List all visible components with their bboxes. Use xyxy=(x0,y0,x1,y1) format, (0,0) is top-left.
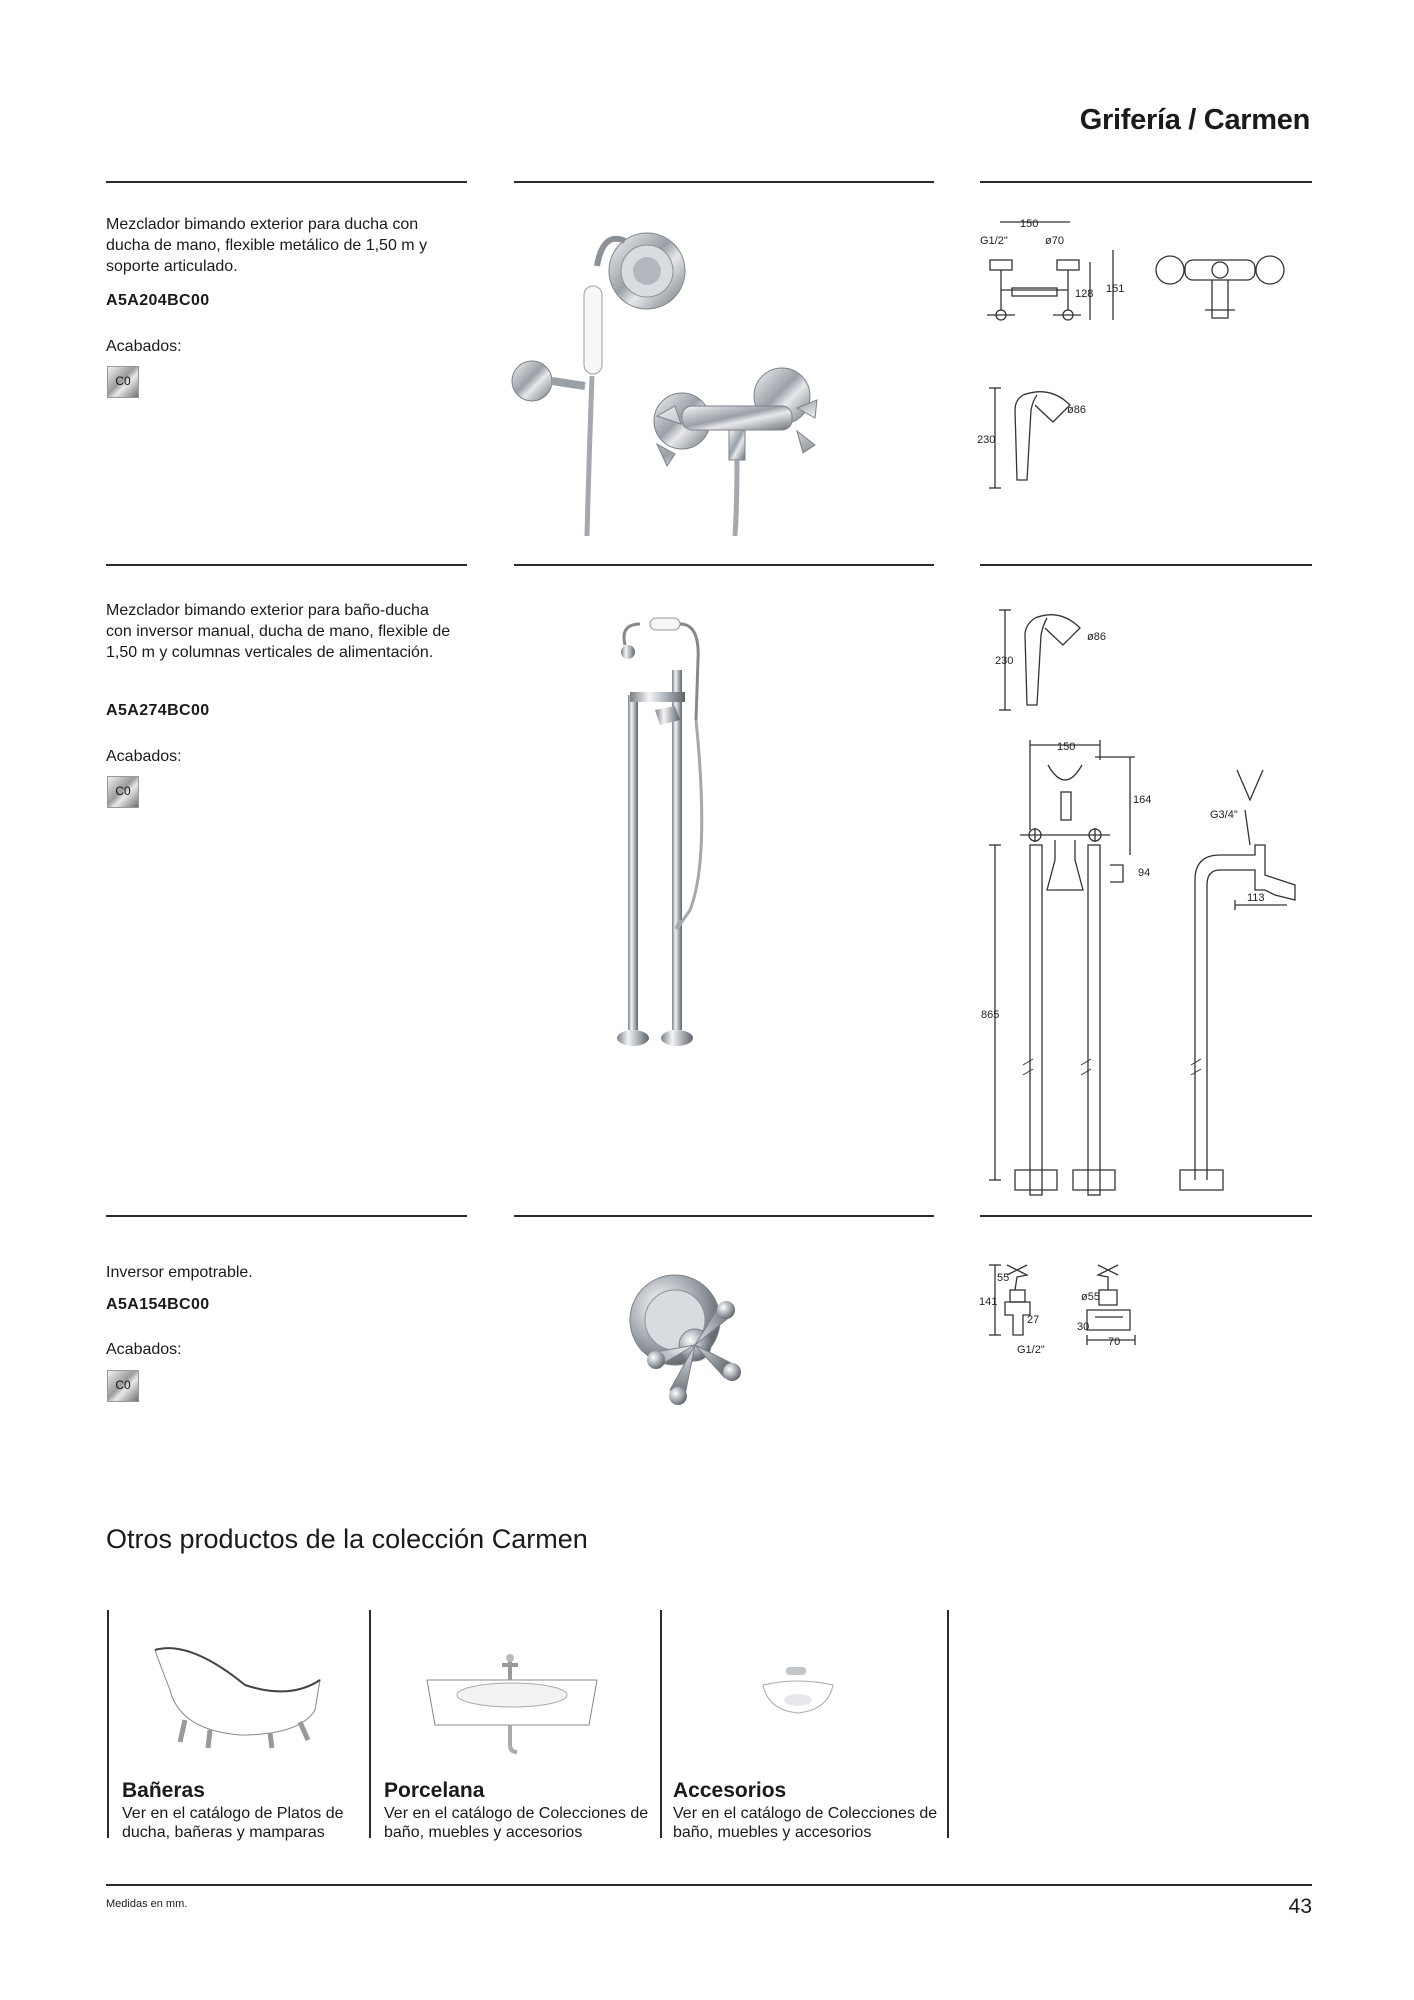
finishes-label: Acabados: xyxy=(106,1341,182,1358)
dimension-label: G3/4" xyxy=(1210,809,1238,821)
washbasin-image xyxy=(417,1640,607,1760)
card-divider xyxy=(369,1610,371,1838)
finish-swatch[interactable]: C0 xyxy=(107,776,139,808)
dimension-label: G1/2" xyxy=(1017,1344,1045,1356)
footnote: Medidas en mm. xyxy=(106,1898,188,1910)
product-description: Mezclador bimando exterior para ducha con ducha de mano, flexible metálico de 1,50 m y soporte articulado. xyxy=(106,216,428,275)
product-card-banyeras[interactable] xyxy=(110,1610,368,1841)
technical-drawing xyxy=(975,600,1305,1200)
bathtub-image xyxy=(150,1630,330,1750)
dimension-label: 164 xyxy=(1133,794,1152,806)
divider xyxy=(980,564,1312,566)
dimension-label: 150 xyxy=(1020,218,1039,230)
divider xyxy=(514,181,934,183)
dimension-label: 27 xyxy=(1027,1314,1040,1326)
divider xyxy=(106,1215,467,1217)
product-card-porcelana[interactable] xyxy=(372,1610,659,1841)
dimension-label: ø86 xyxy=(1087,631,1106,643)
product-description: Inversor empotrable. xyxy=(106,1264,253,1281)
divider xyxy=(980,181,1312,183)
product-code: A5A154BC00 xyxy=(106,1296,210,1313)
dimension-label: 70 xyxy=(1108,1336,1121,1348)
dimension-label: 150 xyxy=(1057,741,1076,753)
dimension-label: ø86 xyxy=(1067,404,1086,416)
card-divider xyxy=(107,1610,109,1838)
product-card-accesorios[interactable] xyxy=(663,1610,946,1841)
card-text: Ver en el catálogo de Colecciones de baño, muebles y accesorios xyxy=(673,1805,938,1841)
divider xyxy=(514,564,934,566)
dimension-label: 94 xyxy=(1138,867,1151,879)
dimension-label: 230 xyxy=(995,655,1014,667)
divider xyxy=(980,1215,1312,1217)
dimension-label: 128 xyxy=(1075,288,1094,300)
dimension-label: ø55 xyxy=(1081,1291,1100,1303)
dimension-label: 865 xyxy=(981,1009,1000,1021)
technical-drawing xyxy=(975,210,1305,500)
section-title: Grifería / Carmen xyxy=(1079,104,1310,136)
product-code: A5A274BC00 xyxy=(106,702,210,719)
card-title: Accesorios xyxy=(673,1779,787,1802)
dimension-label: ø70 xyxy=(1045,235,1064,247)
divider xyxy=(514,1215,934,1217)
product-photo xyxy=(600,610,750,1060)
other-products-heading: Otros productos de la colección Carmen xyxy=(106,1524,588,1554)
dimension-label: 230 xyxy=(977,434,996,446)
finish-swatch[interactable]: C0 xyxy=(107,1370,139,1402)
finishes-label: Acabados: xyxy=(106,748,182,765)
card-divider xyxy=(947,1610,949,1838)
product-photo xyxy=(620,1270,770,1415)
product-code: A5A204BC00 xyxy=(106,292,210,309)
finish-swatch[interactable]: C0 xyxy=(107,366,139,398)
dimension-label: 113 xyxy=(1247,892,1265,904)
card-text: Ver en el catálogo de Colecciones de baño, muebles y accesorios xyxy=(384,1805,649,1841)
page-number: 43 xyxy=(1288,1895,1312,1918)
finishes-label: Acabados: xyxy=(106,338,182,355)
divider xyxy=(106,564,467,566)
accessory-image xyxy=(758,1665,838,1725)
dimension-label: 30 xyxy=(1077,1321,1090,1333)
technical-drawing xyxy=(975,1255,1175,1365)
card-title: Porcelana xyxy=(384,1779,485,1802)
card-divider xyxy=(660,1610,662,1838)
dimension-label: G1/2" xyxy=(980,235,1008,247)
card-title: Bañeras xyxy=(122,1779,205,1802)
product-description: Mezclador bimando exterior para baño-ducha con inversor manual, ducha de mano, flexible de 1,50 m y columnas verticales de alimentación. xyxy=(106,602,451,661)
dimension-label: 141 xyxy=(979,1296,998,1308)
product-photo xyxy=(507,226,923,536)
divider xyxy=(106,181,467,183)
footer-rule xyxy=(106,1884,1312,1886)
dimension-label: 151 xyxy=(1106,283,1125,295)
card-text: Ver en el catálogo de Platos de ducha, bañeras y mamparas xyxy=(122,1805,344,1841)
dimension-label: 55 xyxy=(997,1272,1010,1284)
